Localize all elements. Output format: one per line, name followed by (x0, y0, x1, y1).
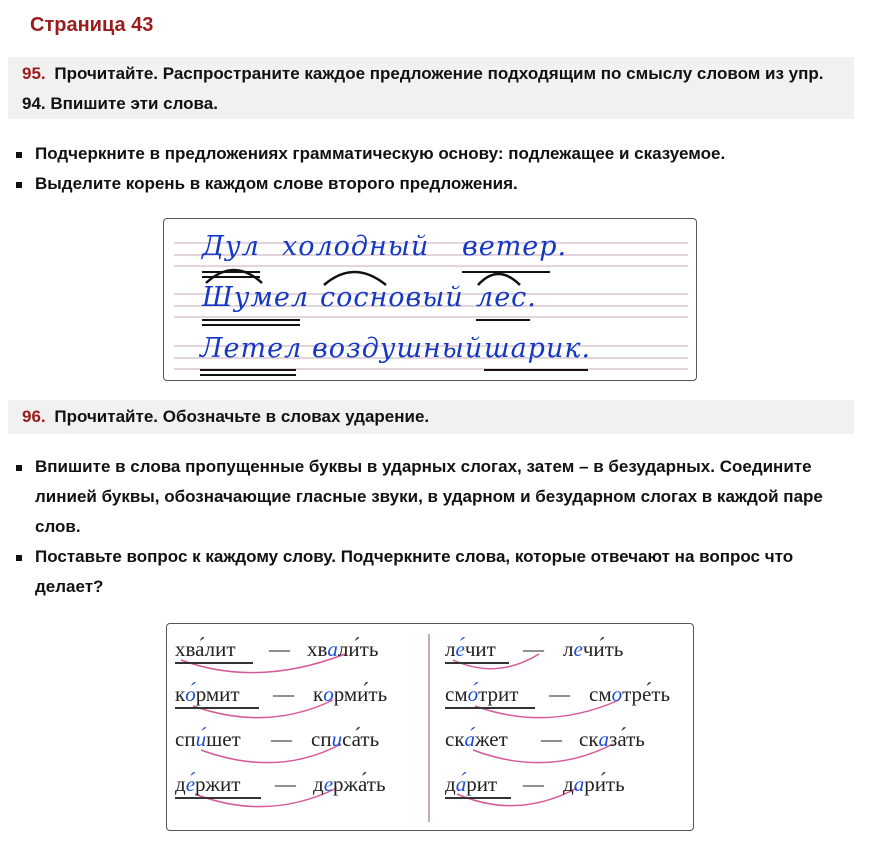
underline-right-1 (445, 662, 509, 664)
word-left-2-b: корми́ть (313, 682, 388, 706)
dash: — (523, 772, 544, 796)
underline-right-4 (445, 797, 511, 799)
dash: — (269, 637, 290, 661)
page-title: Страница 43 (30, 14, 154, 36)
word-left-1-b: хвали́ть (307, 637, 379, 661)
sentence-2-noun: лес. (476, 282, 537, 313)
predicate-underline-2 (202, 276, 260, 278)
word-right-1-a: ле́чит (445, 637, 496, 661)
task-96-number: 96. (22, 407, 46, 426)
task-95-bullet-2: Выделите корень в каждом слове второго предложения. (16, 169, 725, 199)
subject-underline (476, 319, 530, 321)
underline-left-1 (175, 662, 253, 664)
word-left-2-a: ко́рмит (175, 682, 240, 706)
task-96-header (8, 400, 854, 434)
word-right-2-b: смотре́ть (589, 682, 671, 706)
underline-right-2 (445, 707, 535, 709)
sentence-1-adjective: холодный (282, 231, 430, 262)
underline-left-4 (175, 797, 261, 799)
task-96-bullet-2: Поставьте вопрос к каждому слову. Подчеркните слова, которые отвечают на вопрос что делает? (16, 542, 795, 602)
sentence-2-predicate: Шумел (202, 282, 310, 313)
predicate-underline (202, 271, 260, 273)
sentence-1-subject-predicate: Дул (202, 231, 260, 262)
task-95-header (8, 57, 854, 119)
predicate-underline (202, 319, 300, 321)
dash: — (549, 682, 570, 706)
underline-left-2 (175, 707, 259, 709)
handwriting-frame (163, 218, 697, 381)
task-95-number: 95. (22, 64, 46, 83)
subject-underline (462, 271, 550, 273)
word-left-4-a: де́ржит (175, 772, 241, 796)
word-right-2-a: смо́трит (445, 682, 519, 706)
task-95-text: Прочитайте. Распространите каждое предложение подходящим по смыслу словом из упр. 94. Впишите эти слова. (22, 64, 824, 113)
word-right-3-a: ска́жет (445, 727, 508, 751)
dash: — (271, 727, 292, 751)
task-95-bullets (16, 139, 725, 199)
task-95-bullet-1: Подчеркните в предложениях грамматическую основу: подлежащее и сказуемое. (16, 139, 725, 169)
dash: — (541, 727, 562, 751)
task-96-bullets (16, 452, 846, 602)
task-96-text: Прочитайте. Обозначьте в словах ударение. (54, 407, 430, 426)
sentence-3-predicate: Летел (200, 333, 303, 364)
word-left-4-b: держа́ть (313, 772, 386, 796)
sentence-2-adjective: сосновый (320, 282, 464, 313)
predicate-underline (200, 369, 296, 371)
task-96-bullet-1: Впишите в слова пропущенные буквы в ударных слогах, затем – в безударных. Соедините линией буквы, обозначающие гласные звуки, в ударном и безударном слогах в каждой паре слов. (16, 452, 835, 542)
word-left-3-b: списа́ть (311, 727, 380, 751)
sentence-1-noun: ветер. (462, 231, 568, 262)
word-left-3-a: спи́шет (175, 727, 241, 751)
word-pairs-frame (166, 623, 694, 831)
sentence-3-noun: шарик. (484, 333, 592, 364)
dash: — (273, 682, 294, 706)
sentence-3-adjective: воздушный (312, 333, 484, 364)
dash: — (275, 772, 296, 796)
word-right-4-a: да́рит (445, 772, 498, 796)
word-right-3-b: сказа́ть (579, 727, 645, 751)
word-right-1-b: лечи́ть (563, 637, 624, 661)
dash: — (523, 637, 544, 661)
predicate-underline-2 (202, 324, 300, 326)
word-left-1-a: хва́лит (175, 637, 236, 661)
predicate-underline-2 (200, 374, 296, 376)
subject-underline (484, 369, 588, 371)
word-right-4-b: дари́ть (563, 772, 625, 796)
